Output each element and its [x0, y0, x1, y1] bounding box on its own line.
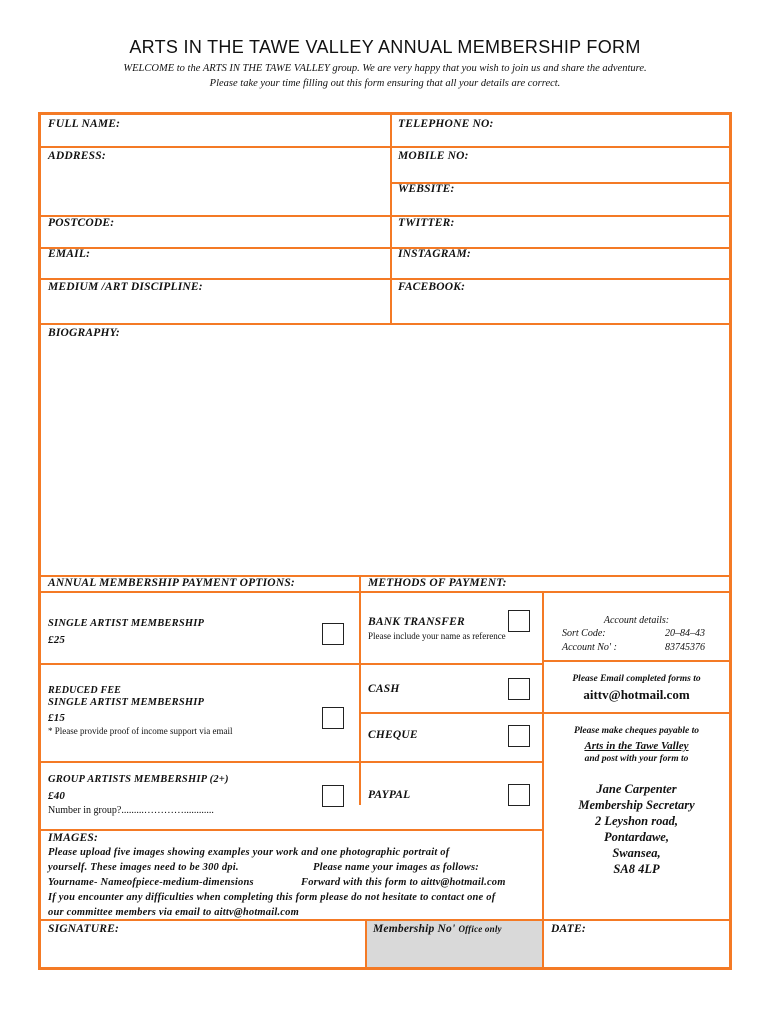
bank-transfer-label: BANK TRANSFER [368, 616, 465, 628]
intro-line-2: Please take your time filling out this form ensuring that all your details are correct. [209, 78, 561, 89]
images-line-2b: Please name your images as follows: [313, 862, 479, 873]
address-line-name: Jane Carpenter [596, 782, 677, 796]
images-line-2a: yourself. These images need to be 300 dpi. [48, 862, 239, 873]
sort-code-label: Sort Code: [562, 628, 606, 639]
single-membership-label: SINGLE ARTIST MEMBERSHIP [48, 618, 205, 629]
reduced-membership-price: £15 [48, 712, 66, 724]
single-membership-checkbox[interactable] [322, 623, 344, 645]
images-line-3a: Yourname- Nameofpiece-medium-dimensions [48, 877, 254, 888]
postcode-label: POSTCODE: [48, 217, 115, 229]
payment-options-header: ANNUAL MEMBERSHIP PAYMENT OPTIONS: [48, 577, 295, 589]
email-forms-note: Please Email completed forms to [572, 674, 701, 684]
paypal-checkbox[interactable] [508, 784, 530, 806]
cheque-label: CHEQUE [368, 729, 418, 741]
bank-transfer-checkbox[interactable] [508, 610, 530, 632]
address-line-street: 2 Leyshon road, [595, 814, 678, 828]
reduced-membership-label: SINGLE ARTIST MEMBERSHIP [48, 697, 205, 708]
reduced-membership-note: * Please provide proof of income support via email [48, 726, 233, 736]
form-title: ARTS IN THE TAWE VALLEY ANNUAL MEMBERSHIP FORM [129, 37, 641, 57]
images-line-3b: Forward with this form to aittv@hotmail.com [301, 877, 506, 888]
instagram-label: INSTAGRAM: [398, 248, 471, 260]
email-label: EMAIL: [48, 248, 91, 260]
images-line-4: If you encounter any difficulties when completing this form please do not hesitate to contact one of [48, 892, 496, 903]
website-label: WEBSITE: [398, 183, 455, 195]
signature-label: SIGNATURE: [48, 923, 120, 935]
date-label: DATE: [551, 923, 586, 935]
group-membership-label: GROUP ARTISTS MEMBERSHIP (2+) [48, 774, 229, 785]
post-form-note: and post with your form to [584, 754, 689, 764]
paypal-label: PAYPAL [368, 789, 411, 801]
bank-transfer-note: Please include your name as reference [368, 631, 506, 641]
images-header: IMAGES: [48, 832, 98, 844]
group-membership-price: £40 [48, 790, 66, 802]
office-only-note: Office only [458, 924, 502, 934]
telephone-label: TELEPHONE NO: [398, 118, 494, 130]
account-number-value: 83745376 [665, 642, 705, 653]
twitter-label: TWITTER: [398, 217, 455, 229]
account-number-label: Account No' : [562, 642, 617, 653]
facebook-label: FACEBOOK: [398, 281, 466, 293]
postal-address [544, 781, 729, 877]
address-line-role: Membership Secretary [578, 798, 695, 812]
cash-checkbox[interactable] [508, 678, 530, 700]
account-details-title: Account details: [603, 615, 670, 626]
medium-label: MEDIUM /ART DISCIPLINE: [48, 281, 203, 293]
group-membership-checkbox[interactable] [322, 785, 344, 807]
membership-number-label: Membership No' Office only [373, 923, 502, 935]
intro-line-1: WELCOME to the ARTS IN THE TAWE VALLEY group. We are very happy that you wish to join us and share the adventure. [123, 63, 647, 74]
cheque-payee: Arts in the Tawe Valley [584, 740, 689, 752]
address-line-city: Swansea, [612, 846, 661, 860]
address-line-town: Pontardawe, [604, 830, 669, 844]
address-label: ADDRESS: [48, 150, 106, 162]
contact-email: aittv@hotmail.com [583, 687, 690, 702]
images-line-5: our committee members via email to aittv@hotmail.com [48, 907, 299, 918]
reduced-membership-checkbox[interactable] [322, 707, 344, 729]
sort-code-value: 20–84–43 [665, 628, 705, 639]
full-name-label: FULL NAME: [48, 118, 121, 130]
membership-form [38, 112, 732, 970]
payment-methods-header: METHODS OF PAYMENT: [368, 577, 507, 589]
biography-label: BIOGRAPHY: [48, 327, 120, 339]
single-membership-price: £25 [48, 634, 66, 646]
cash-label: CASH [368, 683, 400, 695]
reduced-fee-label: REDUCED FEE [48, 685, 122, 696]
cheque-payable-note: Please make cheques payable to [573, 726, 700, 736]
group-number-field[interactable]: Number in group?.........…………............ [48, 805, 214, 816]
cheque-checkbox[interactable] [508, 725, 530, 747]
images-line-1: Please upload five images showing examples your work and one photographic portrait of [48, 847, 450, 858]
mobile-label: MOBILE NO: [398, 150, 469, 162]
address-line-postcode: SA8 4LP [613, 862, 660, 876]
